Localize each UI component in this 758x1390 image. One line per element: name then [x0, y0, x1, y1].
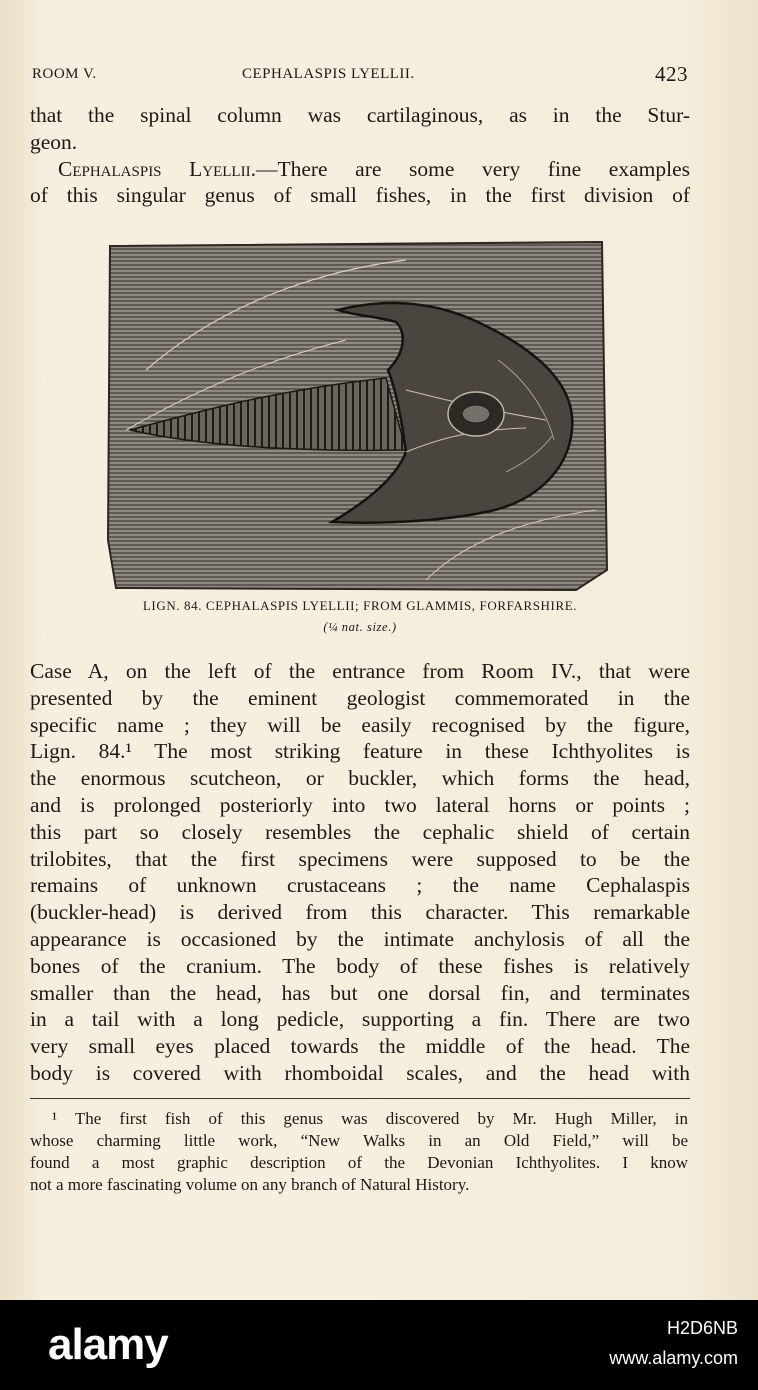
figure-caption [30, 598, 690, 635]
text-line: very small eyes placed towards the middle of the head. The [30, 1034, 690, 1059]
page-number: 423 [655, 62, 688, 86]
text-line: this part so closely resembles the cephalic shield of certain [30, 819, 690, 844]
footnote-continuation [30, 1130, 688, 1196]
section-lead-line [30, 156, 690, 183]
text-line: presented by the eminent geologist commemorated in the [30, 685, 690, 710]
text-line: and is prolonged posteriorly into two lateral horns or points ; [30, 792, 690, 817]
text-line: the enormous scutcheon, or buckler, which forms the head, [30, 766, 690, 791]
caption-main: LIGN. 84. CEPHALASPIS LYELLII; FROM GLAMMIS, FORFARSHIRE. [142, 598, 578, 613]
text-line: Lign. 84.¹ The most striking feature in these Ichthyolites is [30, 739, 690, 764]
footnote [52, 1108, 688, 1130]
footnote-line: whose charming little work, “New Walks in an Old Field,” will be [30, 1131, 688, 1150]
text-line: geon. [30, 129, 78, 154]
text-line: that the spinal column was cartilaginous, as in the Stur- [30, 103, 690, 127]
text-line: (buckler-head) is derived from this character. This remarkable [30, 900, 690, 925]
text-line: appearance is occasioned by the intimate anchylosis of all the [30, 926, 690, 951]
text-line: in a tail with a long pedicle, supporting a fin. There are two [30, 1007, 690, 1032]
text-line: body is covered with rhomboidal scales, and the head with [30, 1060, 690, 1085]
fossil-engraving [106, 240, 609, 592]
text-line: Case A, on the left of the entrance from Room IV., that were [30, 659, 690, 683]
footnote-line: not a more fascinating volume on any branch of Natural History. [30, 1175, 470, 1194]
image-id: H2D6NB [666, 1318, 738, 1338]
text-fragment: —There are some very fine examples [255, 156, 690, 181]
alamy-logo: alamy [48, 1320, 168, 1369]
footnote-line: found a most graphic description of the Devonian Ichthyolites. I know [30, 1153, 688, 1172]
opening-paragraph [30, 102, 690, 209]
watermark-url: www.alamy.com [609, 1348, 738, 1368]
section-heading: Cephalaspis Lyellii. [58, 156, 256, 181]
text-line: remains of unknown crustaceans ; the name Cephalaspis [30, 873, 690, 898]
main-paragraph [30, 658, 690, 1087]
text-line: of this singular genus of small fishes, in the first division of [30, 183, 690, 208]
text-line: bones of the cranium. The body of these fishes is relatively [30, 953, 690, 978]
footnote-line: ¹ The first fish of this genus was discovered by Mr. Hugh Miller, in [52, 1109, 688, 1128]
text-line: smaller than the head, has but one dorsal fin, and terminates [30, 980, 690, 1005]
running-head-left: ROOM V. [32, 66, 97, 82]
running-head [32, 62, 688, 88]
footnote-rule [30, 1098, 690, 1099]
caption-scale: (¼ nat. size.) [323, 620, 397, 634]
text-line: specific name ; they will be easily recognised by the figure, [30, 712, 690, 737]
text-line: trilobites, that the first specimens were supposed to be the [30, 846, 690, 871]
running-head-title: CEPHALASPIS LYELLII. [242, 66, 415, 82]
